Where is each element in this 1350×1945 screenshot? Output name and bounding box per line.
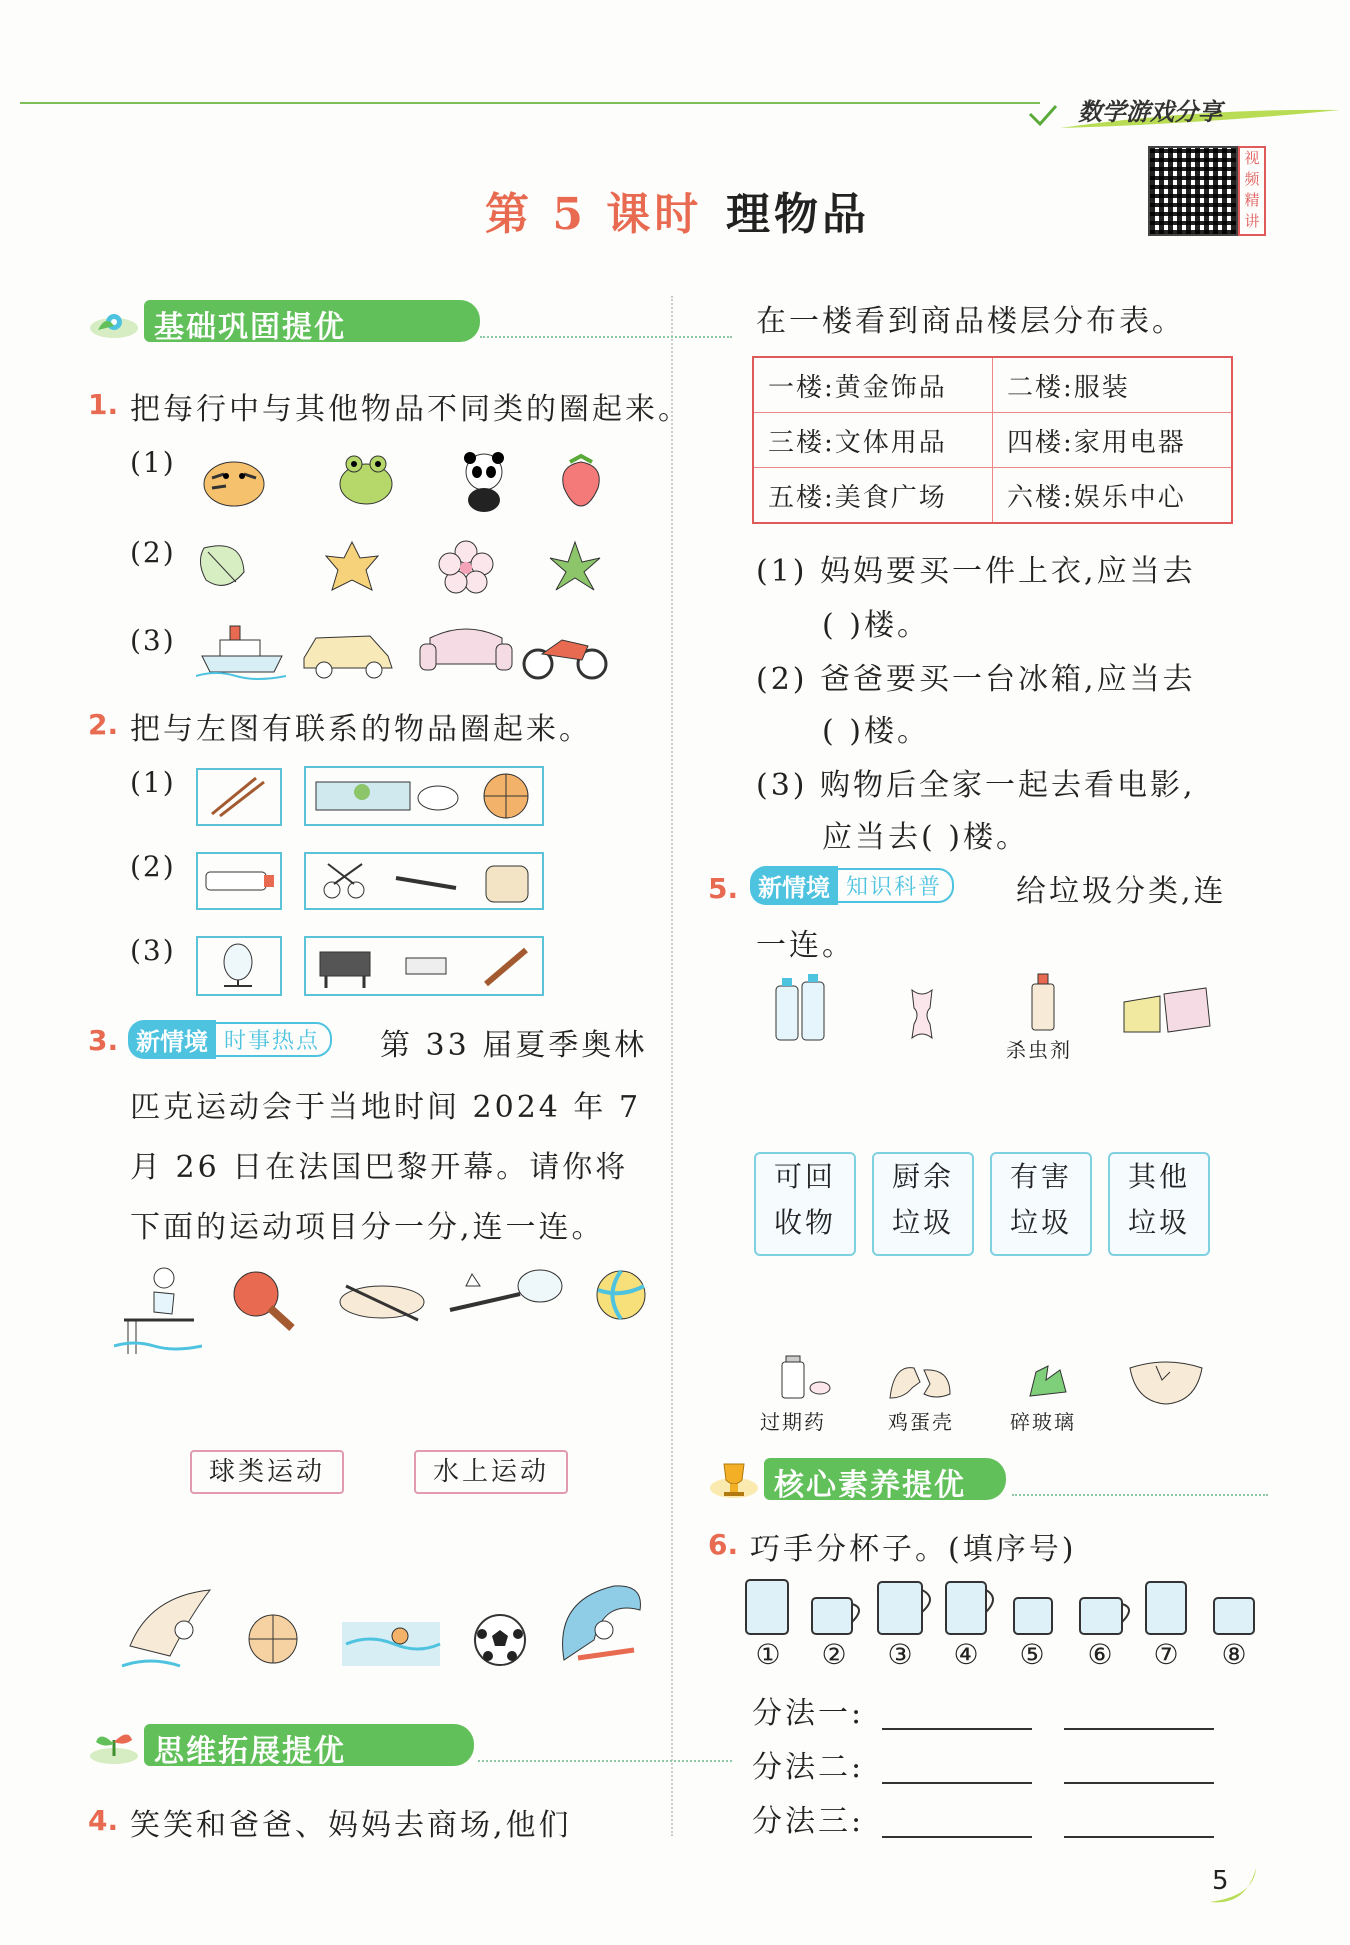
toothpaste-box[interactable] [196, 852, 282, 910]
cup-number: ④ [953, 1638, 979, 1671]
painting-bowl-ball-icons [306, 768, 542, 824]
section-title: 基础巩固提优 [154, 310, 346, 345]
item-label: 碎玻璃 [1010, 1410, 1076, 1434]
answer-blank[interactable]: 应当去( )楼。 [822, 820, 1029, 855]
row-label: (2) [130, 536, 176, 569]
strawberry-icon[interactable] [556, 452, 606, 508]
ball-sports-box[interactable]: 球类运动 [190, 1450, 344, 1494]
cups-row [742, 1576, 1262, 1638]
answer-line[interactable] [1064, 1834, 1214, 1838]
sprout-icon [88, 1724, 140, 1766]
answer-line[interactable] [1064, 1780, 1214, 1784]
toothpaste-icon [198, 854, 280, 908]
method-label: 分法一: [752, 1696, 865, 1731]
item-label: 杀虫剂 [1006, 1038, 1072, 1062]
question-text: 月 26 日在法国巴黎开幕。请你将 [130, 1150, 629, 1185]
question-text: 匹克运动会于当地时间 2024 年 7 [130, 1090, 642, 1125]
bin-label: 垃圾 [1127, 1206, 1190, 1239]
qr-code-icon[interactable] [1148, 146, 1238, 236]
motorcycle-icon[interactable] [522, 626, 608, 682]
answer-line[interactable] [882, 1726, 1032, 1730]
method-label: 分法二: [752, 1750, 865, 1785]
answer-line[interactable] [882, 1780, 1032, 1784]
egg-shell-icon[interactable] [884, 1358, 956, 1404]
question-number: 5. [708, 872, 739, 905]
bin-label: 垃圾 [1009, 1206, 1072, 1239]
trophy-icon [708, 1458, 760, 1500]
row-label: (1) [130, 766, 176, 799]
tag-group [128, 1020, 332, 1059]
badminton-racket-icon[interactable] [444, 1266, 568, 1318]
question-text: 巧手分杯子。(填序号) [750, 1532, 1077, 1567]
surfing-icon[interactable] [554, 1580, 646, 1672]
row-label: (3) [130, 624, 176, 657]
item-label: 鸡蛋壳 [888, 1410, 954, 1434]
floor-cell: 三楼:文体用品 [753, 413, 993, 468]
column-divider [671, 296, 673, 1836]
sub-question: (3) 购物后全家一起去看电影, [756, 768, 1196, 803]
scissors-toothbrush-bag-icons [306, 854, 542, 908]
cup-number: ⑥ [1087, 1638, 1113, 1671]
new-context-tag: 新情境 [750, 866, 838, 905]
flower-blossom-icon[interactable] [436, 538, 496, 596]
cup-number-row [742, 1638, 1262, 1678]
options-box[interactable] [304, 936, 544, 996]
question-number: 6. [708, 1528, 739, 1561]
question-text: 一连。 [756, 928, 855, 963]
current-events-tag: 时事热点 [212, 1022, 332, 1057]
floor-directory-table [752, 356, 1233, 524]
page-swoosh-icon [1206, 1862, 1262, 1910]
sub-question: (1) 妈妈要买一件上衣,应当去 [756, 554, 1196, 589]
bin-label: 有害 [1009, 1160, 1072, 1193]
cup-number: ⑤ [1019, 1638, 1045, 1671]
lesson-number: 第 5 课时 [485, 189, 703, 240]
header-rule [20, 102, 1040, 104]
medicine-icon[interactable] [776, 1354, 836, 1400]
question-number: 1. [88, 388, 119, 421]
row-label: (3) [130, 934, 176, 967]
question-text: 第 33 届夏季奥林 [380, 1028, 648, 1063]
basketball-icon[interactable] [246, 1612, 300, 1666]
question-number: 2. [88, 708, 119, 741]
bin-label: 其他 [1127, 1160, 1190, 1193]
bin-label: 垃圾 [891, 1206, 954, 1239]
row-label: (1) [130, 446, 176, 479]
question-text: 给垃圾分类,连 [1016, 874, 1227, 909]
ship-icon[interactable] [196, 618, 288, 680]
brand-title: 数学游戏分享 [1078, 98, 1222, 126]
options-box[interactable] [304, 766, 544, 826]
tiger-icon[interactable] [196, 448, 270, 512]
soccer-ball-icon[interactable] [472, 1612, 528, 1668]
cup-number: ⑧ [1221, 1638, 1247, 1671]
insecticide-can-icon[interactable] [1028, 972, 1058, 1034]
item-label: 过期药 [760, 1410, 826, 1434]
bin-label: 厨余 [891, 1160, 954, 1193]
question-number: 3. [88, 1024, 119, 1057]
section-banner-basic [88, 300, 648, 345]
answer-line[interactable] [882, 1834, 1032, 1838]
section-title: 思维拓展提优 [154, 1734, 346, 1769]
floor-cell: 五楼:美食广场 [753, 468, 993, 524]
maple-leaf-icon[interactable] [322, 538, 382, 596]
question-text: 把与左图有联系的物品圈起来。 [130, 712, 592, 747]
other-waste-bin[interactable] [1108, 1152, 1210, 1256]
answer-line[interactable] [1064, 1726, 1214, 1730]
sub-question: (2) 爸爸要买一台冰箱,应当去 [756, 662, 1196, 697]
recyclable-bin[interactable] [754, 1152, 856, 1256]
piano-eraser-comb-icons [306, 938, 542, 994]
page-number: 5 [1212, 1866, 1229, 1896]
cup-number: ③ [887, 1638, 913, 1671]
chopsticks-box[interactable] [196, 768, 282, 826]
answer-blank[interactable]: ( )楼。 [822, 608, 930, 643]
section-title: 核心素养提优 [774, 1468, 966, 1503]
tag-group [750, 866, 954, 905]
apple-core-icon[interactable] [904, 984, 940, 1042]
section-banner-core [708, 1458, 1268, 1503]
question-text: 把每行中与其他物品不同类的圈起来。 [130, 392, 691, 427]
leaf-icon[interactable] [196, 538, 250, 596]
cup-number: ② [821, 1638, 847, 1671]
hazardous-waste-bin[interactable] [990, 1152, 1092, 1256]
diving-icon[interactable] [114, 1264, 202, 1356]
ping-pong-paddle-icon[interactable] [228, 1266, 300, 1334]
water-bottles-icon[interactable] [772, 972, 828, 1044]
question-text: 在一楼看到商品楼层分布表。 [756, 304, 1185, 339]
video-tag: 视频精讲 [1238, 146, 1266, 236]
section-banner-thinking [88, 1724, 644, 1769]
bin-label: 收物 [773, 1206, 836, 1239]
floor-cell: 六楼:娱乐中心 [993, 468, 1233, 524]
hemp-leaf-icon[interactable] [546, 538, 604, 598]
swimming-icon[interactable] [340, 1614, 442, 1670]
kitchen-waste-bin[interactable] [872, 1152, 974, 1256]
new-context-tag: 新情境 [128, 1020, 216, 1059]
cup-number: ⑦ [1153, 1638, 1179, 1671]
sofa-icon[interactable] [418, 624, 514, 678]
windsurfing-icon[interactable] [120, 1586, 220, 1678]
mirror-icon [198, 938, 280, 994]
taxi-icon[interactable] [298, 622, 398, 680]
question-text: 笑笑和爸爸、妈妈去商场,他们 [130, 1808, 572, 1843]
science-tag: 知识科普 [834, 868, 954, 903]
floor-cell: 四楼:家用电器 [993, 413, 1233, 468]
floor-cell: 一楼:黄金饰品 [753, 357, 993, 413]
broken-bowl-icon[interactable] [1126, 1356, 1206, 1408]
bin-label: 可回 [773, 1160, 836, 1193]
flower-icon [88, 300, 140, 342]
options-box[interactable] [304, 852, 544, 910]
answer-blank[interactable]: ( )楼。 [822, 714, 930, 749]
lesson-title: 理物品 [726, 189, 870, 240]
panda-icon[interactable] [454, 448, 514, 512]
method-label: 分法三: [752, 1804, 865, 1839]
cardboard-boxes-icon[interactable] [1120, 978, 1216, 1040]
mirror-box[interactable] [196, 936, 282, 996]
question-text: 下面的运动项目分一分,连一连。 [130, 1210, 605, 1245]
water-sports-box[interactable]: 水上运动 [414, 1450, 568, 1494]
floor-cell: 二楼:服装 [993, 357, 1233, 413]
cup-number: ① [755, 1638, 781, 1671]
question-number: 4. [88, 1804, 119, 1837]
frog-icon[interactable] [334, 448, 398, 512]
volleyball-icon[interactable] [594, 1268, 648, 1322]
row-label: (2) [130, 850, 176, 883]
rowing-boat-icon[interactable] [336, 1272, 428, 1330]
chopsticks-icon [198, 770, 280, 824]
broken-glass-icon[interactable] [1026, 1362, 1070, 1400]
